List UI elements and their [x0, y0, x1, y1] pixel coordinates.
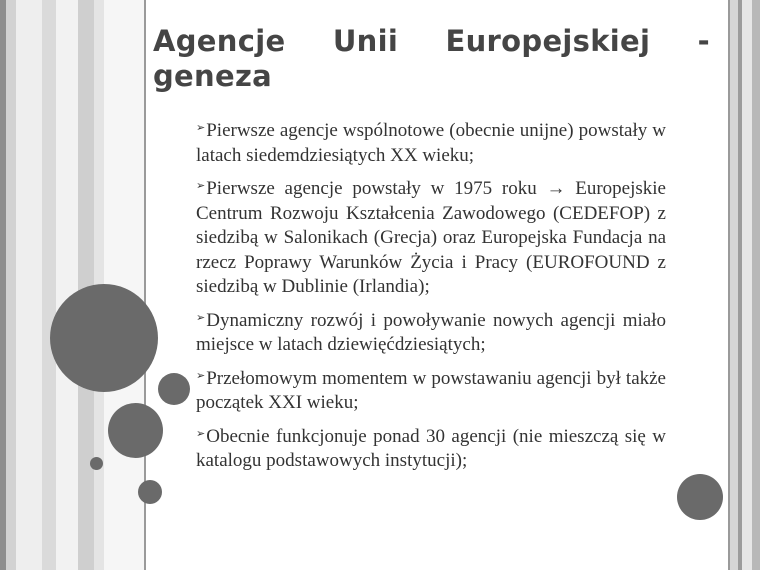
bullet-text: Pierwsze agencje wspólnotowe (obecnie unijne) powstały w latach siedemdziesiątych XX wieku;: [196, 120, 666, 166]
bullet-text: Obecnie funkcjonuje ponad 30 agencji (nie mieszczą się w katalogu podstawowych instytucji);: [196, 425, 666, 471]
bullet-item: [196, 422, 666, 474]
arrow-bullet-icon: ➢: [196, 427, 206, 440]
left-stripe: [6, 0, 16, 570]
right-stripe: [742, 0, 752, 570]
bullet-item: [196, 174, 666, 300]
arrow-bullet-icon: ➢: [196, 122, 206, 134]
decorative-circle-small: [90, 457, 103, 470]
decorative-circle-large: [50, 284, 158, 392]
bullet-list: [196, 116, 666, 480]
left-stripe: [56, 0, 78, 570]
bullet-text: Przełomowym momentem w powstawaniu agencji był także początek XXI wieku;: [196, 367, 666, 413]
decorative-circle: [108, 403, 163, 458]
bullet-text: Pierwsze agencje powstały w 1975 roku → Europejskie Centrum Rozwoju Kształcenia Zawodowego (CEDEFOP) z siedzibą w Salonikach (Grecja) oraz Europejska Fundacja na rzecz Poprawy Warunków Życia i Pracy (EUROFOUND z siedzibą w Dublinie (Irlandia);: [196, 178, 666, 297]
bullet-text: Dynamiczny rozwój i powoływanie nowych agencji miało miejsce w latach dziewięćdziesiątych;: [196, 309, 666, 355]
decorative-circle: [138, 480, 162, 504]
bullet-item: [196, 306, 666, 358]
slide-title: Agencje Unii Europejskiej - geneza: [153, 24, 710, 93]
bullet-item: [196, 116, 666, 168]
left-stripe: [42, 0, 56, 570]
arrow-bullet-icon: ➢: [196, 180, 206, 192]
arrow-bullet-icon: ➢: [196, 369, 206, 382]
bullet-item: [196, 364, 666, 416]
decorative-circle-right: [677, 474, 723, 520]
left-stripe: [16, 0, 42, 570]
arrow-bullet-icon: ➢: [196, 311, 206, 324]
decorative-circle: [158, 373, 190, 405]
right-stripe: [730, 0, 738, 570]
right-stripe: [752, 0, 760, 570]
